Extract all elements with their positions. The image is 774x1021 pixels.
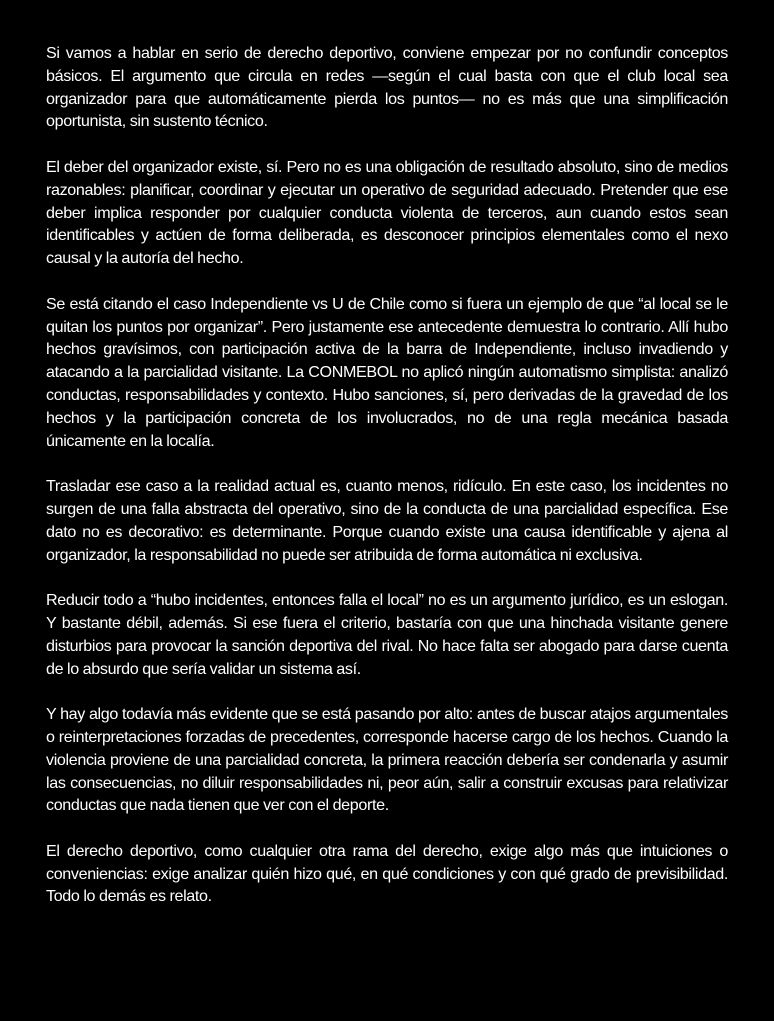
paragraph-2: El deber del organizador existe, sí. Pero no es una obligación de resultado absoluto, sino de medios razonables: planificar, coordinar y ejecutar un operativo de seguridad adecuado. Pretender que ese deber implica responder por cualquier conducta violenta de terceros, aun cuando estos sean identificables y actúen de forma deliberada, es desconocer principios elementales como el nexo causal y la autoría del hecho. [46, 157, 728, 268]
paragraph-3: Se está citando el caso Independiente vs U de Chile como si fuera un ejemplo de que “al local se le quitan los puntos por organizar”. Pero justamente ese antecedente demuestra lo contrario. Allí hubo hechos gravísimos, con participación activa de la barra de Independiente, incluso invadiendo y atacando a la parcialidad visitante. La CONMEBOL no aplicó ningún automatismo simplista: analizó conductas, responsabilidades y contexto. Hubo sanciones, sí, pero derivadas de la gravedad de los hechos y la participación concreta de los involucrados, no de una regla mecánica basada únicamente en la localía. [46, 294, 728, 450]
paragraph-5: Reducir todo a “hubo incidentes, entonces falla el local” no es un argumento jurídico, es un eslogan. Y bastante débil, además. Si ese fuera el criterio, bastaría con que una hinchada visitante genere disturbios para provocar la sanción deportiva del rival. No hace falta ser abogado para darse cuenta de lo absurdo que sería validar un sistema así. [46, 591, 728, 678]
paragraph-6: Y hay algo todavía más evidente que se está pasando por alto: antes de buscar atajos argumentales o reinterpretaciones forzadas de precedentes, corresponde hacerse cargo de los hechos. Cuando la violencia proviene de una parcialidad concreta, la primera reacción debería ser condenarla y asumir las consecuencias, no diluir responsabilidades ni, peor aún, salir a construir excusas para relativizar conductas que nada tienen que ver con el deporte. [46, 705, 728, 815]
paragraph-7: El derecho deportivo, como cualquier otra rama del derecho, exige algo más que intuiciones o conveniencias: exige analizar quién hizo qué, en qué condiciones y con qué grado de previsibilidad. Todo lo demás es relato. [46, 841, 728, 906]
paragraph-4: Trasladar ese caso a la realidad actual es, cuanto menos, ridículo. En este caso, los incidentes no surgen de una falla abstracta del operativo, sino de la conducta de una parcialidad específica. Ese dato no es decorativo: es determinante. Porque cuando existe una causa identificable y ajena al organizador, la responsabilidad no puede ser atribuida de forma automática ni exclusiva. [46, 477, 728, 564]
paragraph-1: Si vamos a hablar en serio de derecho deportivo, conviene empezar por no confundir conceptos básicos. El argumento que circula en redes —según el cual basta con que el club local sea organizador para que automáticamente pierda los puntos— no es más que una simplificación oportunista, sin sustento técnico. [46, 44, 728, 131]
